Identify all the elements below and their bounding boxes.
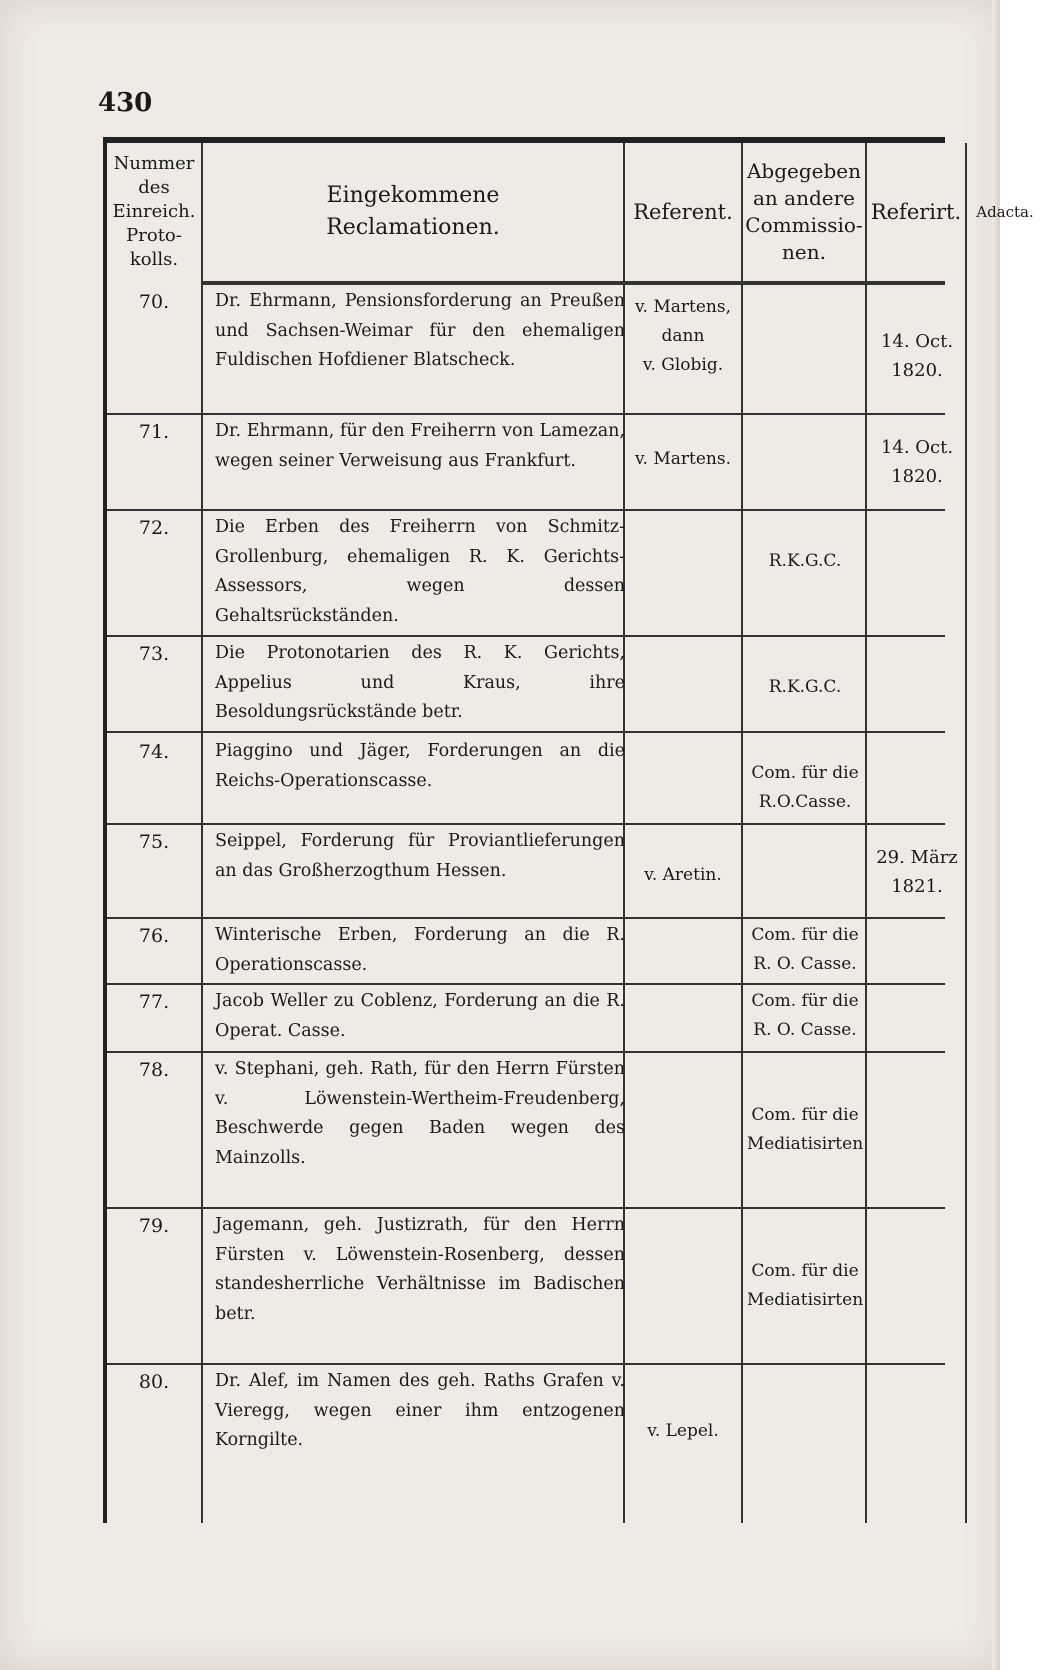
- reclamation-text: Seippel, Forderung für Proviantlieferungen an das Großherzogthum Hessen.: [215, 831, 625, 881]
- row-number: 75.: [138, 831, 170, 853]
- row-number: 72.: [138, 517, 170, 539]
- header-reclamations: Eingekommene Reclamationen.: [326, 183, 500, 240]
- header-adacta: Adacta.: [976, 202, 1034, 221]
- row-number: 73.: [138, 643, 170, 665]
- reclamation-text: Jacob Weller zu Coblenz, Forderung an die R. Operat. Casse.: [215, 991, 625, 1041]
- row-rule: [107, 983, 945, 985]
- row-rule: [107, 413, 945, 415]
- header-number: Nummer des Einreich. Proto- kolls.: [112, 153, 196, 270]
- reclamation-text: Jagemann, geh. Justizrath, für den Herrn Fürsten v. Löwenstein-Rosenberg, dessen standesherrliche Verhältnisse im Badischen betr.: [215, 1215, 625, 1324]
- column-divider: [741, 143, 743, 1523]
- header-commissions: Abgegeben an andere Commissio- nen.: [745, 159, 863, 264]
- commission-name: Com. für die Mediatisirten: [746, 1261, 864, 1310]
- row-rule: [107, 635, 945, 637]
- commission-name: Com. für die R. O. Casse.: [751, 991, 859, 1040]
- reclamation-text: Die Erben des Freiherrn von Schmitz-Grollenburg, ehemaligen R. K. Gerichts-Assessors, wegen dessen Gehaltsrückständen.: [215, 517, 625, 626]
- row-number: 79.: [138, 1215, 170, 1237]
- reclamation-text: Piaggino und Jäger, Forderungen an die Reichs-Operationscasse.: [215, 741, 625, 791]
- referirt-date: 29. März 1821.: [876, 847, 958, 897]
- reclamation-text: Dr. Ehrmann, für den Freiherrn von Lamezan, wegen seiner Verweisung aus Frankfurt.: [215, 421, 625, 471]
- referent-name: v. Aretin.: [644, 865, 722, 885]
- row-rule: [107, 1363, 945, 1365]
- header-rule: [201, 281, 945, 285]
- column-divider: [201, 143, 203, 1523]
- commission-name: Com. für die R.O.Casse.: [751, 763, 859, 812]
- reclamation-text: Dr. Alef, im Namen des geh. Raths Grafen v. Vieregg, wegen einer ihm entzogenen Korngilte.: [215, 1371, 625, 1450]
- header-referent: Referent.: [633, 199, 733, 224]
- commission-name: Com. für die R. O. Casse.: [751, 925, 859, 974]
- referirt-date: 14. Oct. 1820.: [880, 437, 954, 487]
- row-rule: [107, 1051, 945, 1053]
- reclamation-text: v. Stephani, geh. Rath, für den Herrn Fürsten v. Löwenstein-Wertheim-Freudenberg, Beschwerde gegen Baden wegen des Mainzolls.: [215, 1059, 625, 1168]
- row-rule: [107, 731, 945, 733]
- row-number: 71.: [138, 421, 170, 443]
- row-number: 74.: [138, 741, 170, 763]
- reclamation-text: Dr. Ehrmann, Pensionsforderung an Preußen und Sachsen-Weimar für den ehemaligen Fuldischen Hofdiener Blatscheck.: [215, 291, 625, 370]
- row-number: 77.: [138, 991, 170, 1013]
- row-rule: [107, 823, 945, 825]
- reclamations-table: [103, 137, 1034, 1523]
- commission-name: R.K.G.C.: [768, 551, 842, 571]
- row-number: 76.: [138, 925, 170, 947]
- commission-name: R.K.G.C.: [768, 677, 842, 697]
- referent-name: v. Martens, dann v. Globig.: [634, 297, 732, 375]
- header-referirt: Referirt.: [870, 199, 962, 224]
- row-number: 80.: [138, 1371, 170, 1393]
- referent-name: v. Lepel.: [647, 1421, 719, 1441]
- page-number: 430: [98, 88, 153, 118]
- row-number: 78.: [138, 1059, 170, 1081]
- row-rule: [107, 917, 945, 919]
- reclamation-text: Winterische Erben, Forderung an die R. Operationscasse.: [215, 925, 625, 975]
- row-number: 70.: [138, 291, 170, 313]
- row-rule: [107, 1207, 945, 1209]
- referirt-date: 14. Oct. 1820.: [880, 331, 954, 381]
- referent-name: v. Martens.: [634, 449, 732, 469]
- row-rule: [107, 509, 945, 511]
- commission-name: Com. für die Mediatisirten: [746, 1105, 864, 1154]
- reclamation-text: Die Protonotarien des R. K. Gerichts, Appelius und Kraus, ihre Besoldungsrückstände betr.: [215, 643, 625, 722]
